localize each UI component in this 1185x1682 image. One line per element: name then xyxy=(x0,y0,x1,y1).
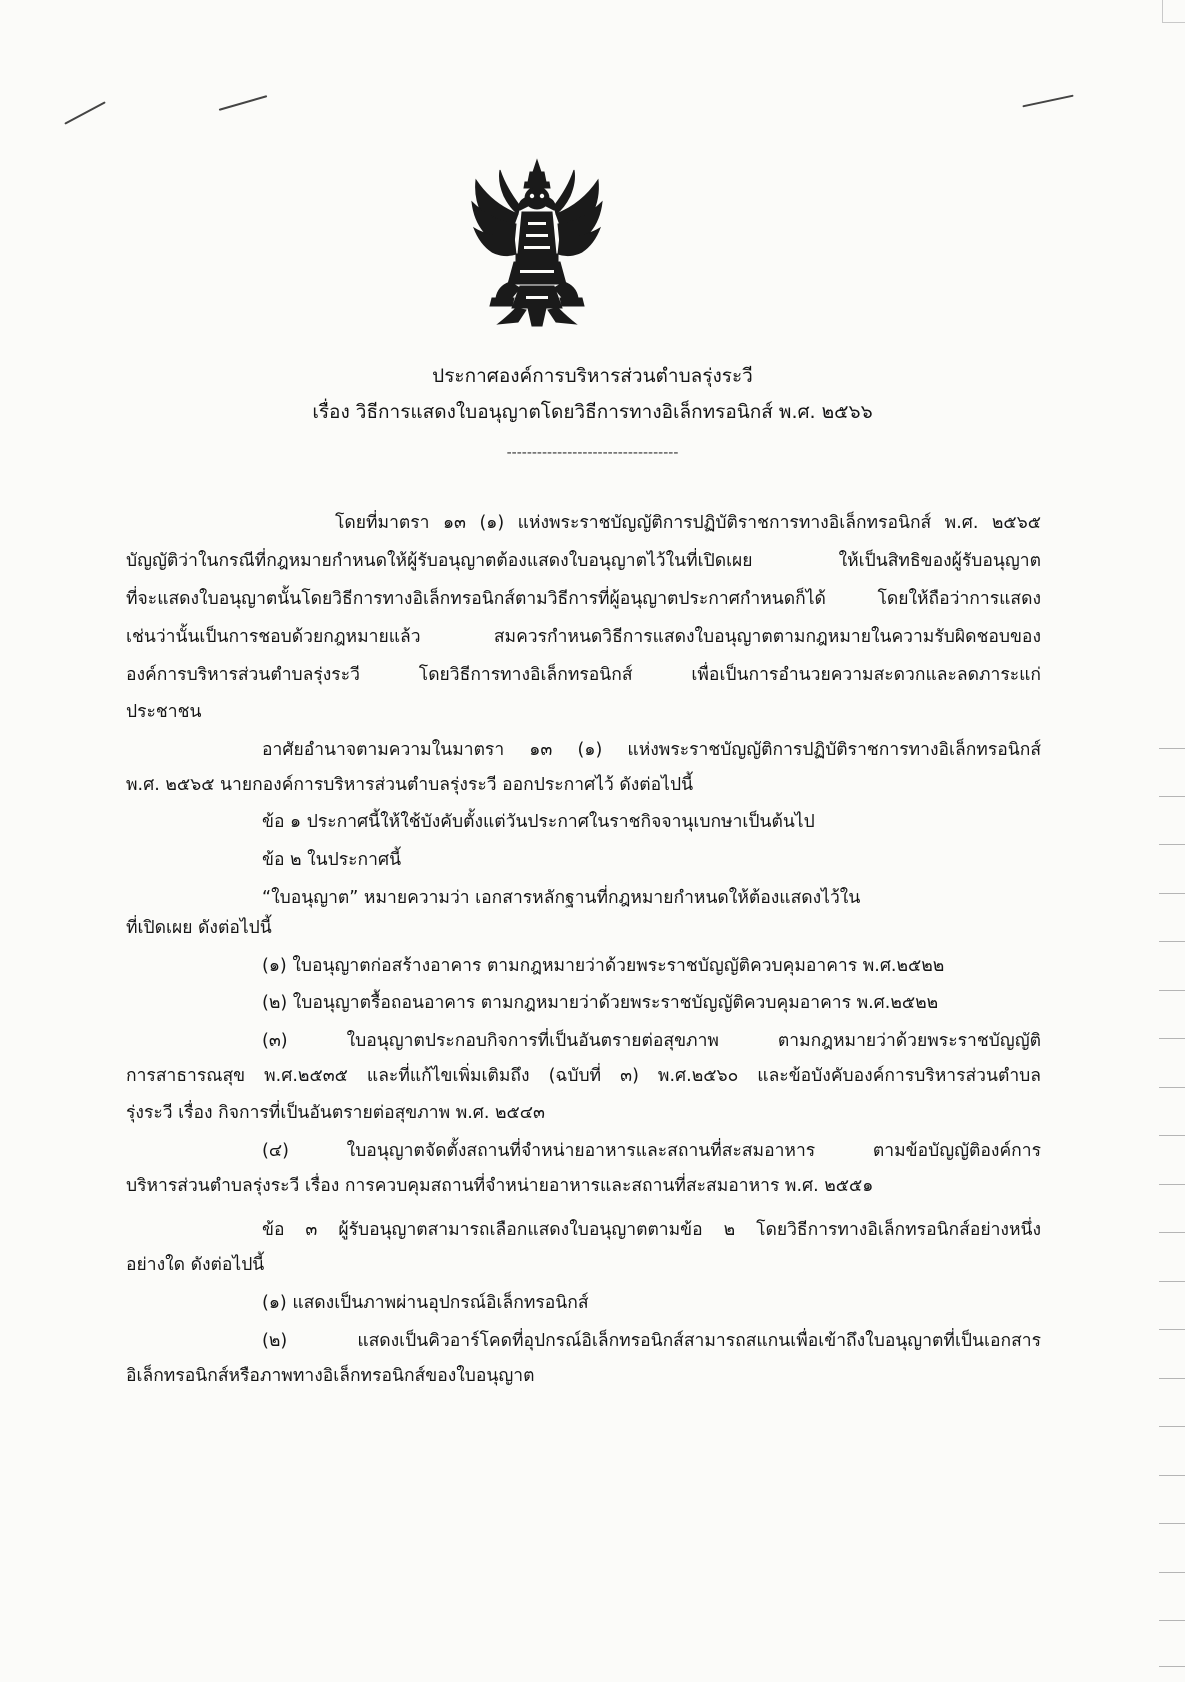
body-line: (๓) ใบอนุญาตประกอบกิจการที่เป็นอันตรายต่อสุขภาพ ตามกฎหมายว่าด้วยพระราชบัญญัติ xyxy=(262,1031,1041,1051)
body-line: ประชาชน xyxy=(126,702,202,722)
body-line: การสาธารณสุข พ.ศ.๒๕๓๕ และที่แก้ไขเพิ่มเติมถึง (ฉบับที่ ๓) พ.ศ.๒๕๖๐ และข้อบังคับองค์การบริหารส่วนตำบล xyxy=(126,1066,1041,1086)
title-divider: ---------------------------------- xyxy=(506,445,679,461)
body-line: อาศัยอำนาจตามความในมาตรา ๑๓ (๑) แห่งพระราชบัญญัติการปฏิบัติราชการทางอิเล็กทรอนิกส์ xyxy=(262,740,1041,760)
body-line: องค์การบริหารส่วนตำบลรุ่งระวี โดยวิธีการทางอิเล็กทรอนิกส์ เพื่อเป็นการอำนวยความสะดวกและลดภาระแก่ xyxy=(126,665,1041,685)
scan-mark xyxy=(64,101,106,124)
scan-mark xyxy=(1022,95,1073,108)
body-line: ที่จะแสดงใบอนุญาตนั้นโดยวิธีการทางอิเล็กทรอนิกส์ตามวิธีการที่ผู้อนุญาตประกาศกำหนดก็ได้ โดยให้ถือว่าการแสดง xyxy=(126,589,1041,609)
body-line: บัญญัติว่าในกรณีที่กฎหมายกำหนดให้ผู้รับอนุญาตต้องแสดงใบอนุญาตไว้ในที่เปิดเผย ให้เป็นสิทธิของผู้รับอนุญาต xyxy=(126,551,1041,571)
garuda-emblem-icon xyxy=(470,158,604,330)
page-corner xyxy=(1162,0,1185,23)
body-line: (๔) ใบอนุญาตจัดตั้งสถานที่จำหน่ายอาหารและสถานที่สะสมอาหาร ตามข้อบัญญัติองค์การ xyxy=(262,1141,1041,1161)
document-subject: เรื่อง วิธีการแสดงใบอนุญาตโดยวิธีการทางอิเล็กทรอนิกส์ พ.ศ. ๒๕๖๖ xyxy=(312,401,873,423)
body-line: ข้อ ๓ ผู้รับอนุญาตสามารถเลือกแสดงใบอนุญาตตามข้อ ๒ โดยวิธีการทางอิเล็กทรอนิกส์อย่างหนึ่ง xyxy=(262,1220,1041,1240)
body-line: (๑) แสดงเป็นภาพผ่านอุปกรณ์อิเล็กทรอนิกส์ xyxy=(262,1293,589,1313)
body-line: (๑) ใบอนุญาตก่อสร้างอาคาร ตามกฎหมายว่าด้วยพระราชบัญญัติควบคุมอาคาร พ.ศ.๒๕๒๒ xyxy=(262,956,945,976)
body-line: ที่เปิดเผย ดังต่อไปนี้ xyxy=(126,918,272,938)
body-line: ข้อ ๒ ในประกาศนี้ xyxy=(262,850,402,870)
body-line: พ.ศ. ๒๕๖๕ นายกองค์การบริหารส่วนตำบลรุ่งระวี ออกประกาศไว้ ดังต่อไปนี้ xyxy=(126,775,694,795)
body-line: (๒) ใบอนุญาตรื้อถอนอาคาร ตามกฎหมายว่าด้วยพระราชบัญญัติควบคุมอาคาร พ.ศ.๒๕๒๒ xyxy=(262,993,939,1013)
body-line: เช่นว่านั้นเป็นการชอบด้วยกฎหมายแล้ว สมควรกำหนดวิธีการแสดงใบอนุญาตตามกฎหมายในความรับผิดชอบของ xyxy=(126,627,1041,647)
body-line: บริหารส่วนตำบลรุ่งระวี เรื่อง การควบคุมสถานที่จำหน่ายอาหารและสถานที่สะสมอาหาร พ.ศ. ๒๕๕๑ xyxy=(126,1176,874,1196)
scan-mark xyxy=(219,95,268,111)
body-line: รุ่งระวี เรื่อง กิจการที่เป็นอันตรายต่อสุขภาพ พ.ศ. ๒๕๔๓ xyxy=(126,1103,546,1123)
body-line: (๒) แสดงเป็นคิวอาร์โคดที่อุปกรณ์อิเล็กทรอนิกส์สามารถสแกนเพื่อเข้าถึงใบอนุญาตที่เป็นเอกสาร xyxy=(262,1331,1041,1351)
body-line: ข้อ ๑ ประกาศนี้ให้ใช้บังคับตั้งแต่วันประกาศในราชกิจจานุเบกษาเป็นต้นไป xyxy=(262,812,815,832)
body-line: อย่างใด ดังต่อไปนี้ xyxy=(126,1255,265,1275)
body-line: โดยที่มาตรา ๑๓ (๑) แห่งพระราชบัญญัติการปฏิบัติราชการทางอิเล็กทรอนิกส์ พ.ศ. ๒๕๖๕ xyxy=(335,513,1041,533)
document-title: ประกาศองค์การบริหารส่วนตำบลรุ่งระวี xyxy=(432,365,753,387)
body-line: อิเล็กทรอนิกส์หรือภาพทางอิเล็กทรอนิกส์ของใบอนุญาต xyxy=(126,1366,535,1386)
body-line: “ใบอนุญาต” หมายความว่า เอกสารหลักฐานที่กฎหมายกำหนดให้ต้องแสดงไว้ใน xyxy=(262,888,861,908)
